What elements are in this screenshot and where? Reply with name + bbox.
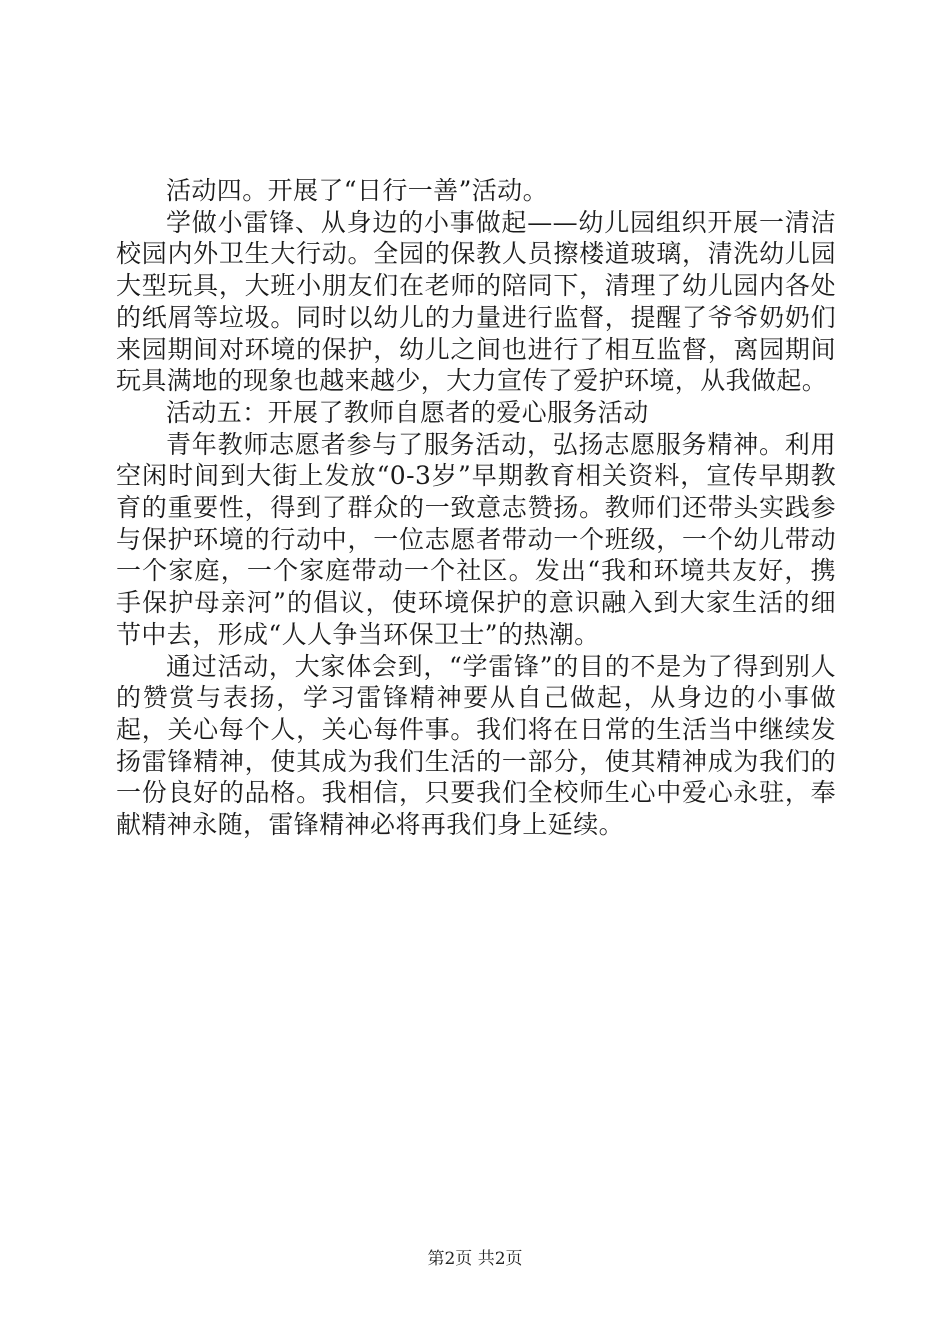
paragraph-activity-four-body: 学做小雷锋、从身边的小事做起——幼儿园组织开展一清洁校园内外卫生大行动。全园的保教人员擦楼道玻璃，清洗幼儿园大型玩具，大班小朋友们在老师的陪同下，清理了幼儿园内各处的纸屑等垃圾。同时以幼儿的力量进行监督，提醒了爷爷奶奶们来园期间对环境的保护，幼儿之间也进行了相互监督，离园期间玩具满地的现象也越来越少，大力宣传了爱护环境，从我做起。 bbox=[116, 207, 836, 396]
page-number-footer: 第2页 共2页 bbox=[427, 1249, 523, 1269]
paragraph-activity-five-body: 青年教师志愿者参与了服务活动，弘扬志愿服务精神。利用空闲时间到大街上发放“0-3岁”早期教育相关资料，宣传早期教育的重要性，得到了群众的一致意志赞扬。教师们还带头实践参与保护环境的行动中，一位志愿者带动一个班级，一个幼儿带动一个家庭，一个家庭带动一个社区。发出“我和环境共友好，携手保护母亲河”的倡议，使环境保护的意识融入到大家生活的细节中去，形成“人人争当环保卫士”的热潮。 bbox=[116, 429, 836, 649]
document-body bbox=[116, 175, 836, 841]
paragraph-conclusion: 通过活动，大家体会到，“学雷锋”的目的不是为了得到别人的赞赏与表扬，学习雷锋精神要从自己做起，从身边的小事做起，关心每个人，关心每件事。我们将在日常的生活当中继续发扬雷锋精神，使其成为我们生活的一部分，使其精神成为我们的一份良好的品格。我相信，只要我们全校师生心中爱心永驻，奉献精神永随，雷锋精神必将再我们身上延续。 bbox=[116, 651, 836, 840]
paragraph-activity-five-heading: 活动五：开展了教师自愿者的爱心服务活动 bbox=[166, 397, 649, 427]
paragraph-activity-four-heading: 活动四。开展了“日行一善”活动。 bbox=[166, 176, 548, 205]
